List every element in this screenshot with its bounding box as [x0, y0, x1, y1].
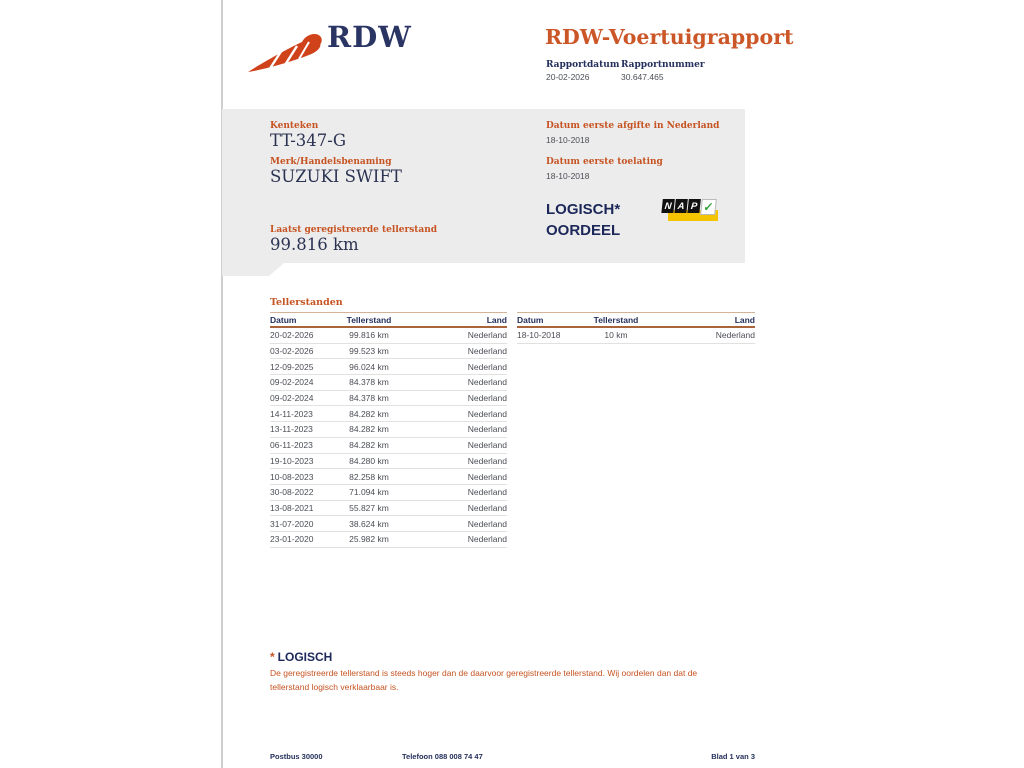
report-title: RDW-Voertuigrapport: [545, 25, 794, 49]
table-row: [270, 359, 507, 375]
col-tellerstand: Tellerstand: [593, 314, 639, 325]
col-datum: Datum: [270, 314, 297, 325]
table-row: [270, 375, 507, 391]
cell-land: Nederland: [467, 408, 507, 419]
laatste-tellerstand-value: 99.816 km: [270, 235, 359, 254]
table-row: [270, 516, 507, 532]
nap-logo-icon: [662, 199, 720, 224]
cell-tellerstand: 84.282 km: [349, 440, 389, 451]
cell-datum: 31-07-2020: [270, 518, 314, 529]
merk-label: Merk/Handelsbenaming: [270, 157, 392, 167]
cell-datum: 03-02-2026: [270, 346, 314, 357]
nap-letter-p: P: [687, 199, 700, 213]
cell-land: Nederland: [467, 534, 507, 545]
cell-tellerstand: 84.378 km: [349, 377, 389, 388]
cell-datum: 09-02-2024: [270, 377, 314, 388]
cell-land: Nederland: [467, 455, 507, 466]
cell-datum: 14-11-2023: [270, 408, 313, 419]
cell-tellerstand: 55.827 km: [349, 502, 389, 513]
table-row: [270, 532, 507, 548]
footnote-title-text: LOGISCH: [277, 650, 333, 664]
cell-datum: 19-10-2023: [270, 455, 314, 466]
laatste-tellerstand-label: Laatst geregistreerde tellerstand: [270, 225, 438, 235]
oordeel-line2: OORDEEL: [546, 222, 621, 239]
cell-land: Nederland: [467, 502, 507, 513]
table-header: [517, 312, 755, 328]
cell-land: Nederland: [467, 330, 507, 341]
tellerstanden-heading: Tellerstanden: [270, 297, 343, 308]
cell-land: Nederland: [467, 487, 507, 498]
cell-datum: 23-01-2020: [270, 534, 314, 545]
cell-tellerstand: 71.094 km: [349, 487, 389, 498]
cell-tellerstand: 84.378 km: [349, 393, 389, 404]
table-row: [270, 454, 507, 470]
rapportdatum-label: Rapportdatum: [546, 60, 620, 70]
table-row: [270, 438, 507, 454]
col-land: Land: [734, 314, 755, 325]
table-row: [517, 328, 755, 344]
cell-land: Nederland: [467, 393, 507, 404]
cell-tellerstand: 10 km: [604, 330, 628, 341]
table-row: [270, 391, 507, 407]
cell-datum: 13-08-2021: [270, 502, 314, 513]
toelating-value: 18-10-2018: [546, 171, 590, 181]
cell-land: Nederland: [467, 471, 507, 482]
cell-land: Nederland: [467, 361, 507, 372]
rapportdatum-value: 20-02-2026: [546, 72, 590, 82]
footnote-asterisk: *: [270, 650, 275, 664]
cell-tellerstand: 84.282 km: [349, 424, 389, 435]
cell-datum: 20-02-2026: [270, 330, 314, 341]
rdw-logo-text: RDW: [327, 20, 412, 54]
col-land: Land: [486, 314, 507, 325]
cell-land: Nederland: [467, 424, 507, 435]
cell-tellerstand: 84.282 km: [349, 408, 389, 419]
cell-datum: 13-11-2023: [270, 424, 313, 435]
cell-datum: 18-10-2018: [517, 330, 561, 341]
kenteken-label: Kenteken: [270, 121, 319, 131]
cell-tellerstand: 25.982 km: [349, 534, 389, 545]
cell-tellerstand: 99.523 km: [349, 346, 389, 357]
cell-tellerstand: 96.024 km: [349, 361, 389, 372]
cell-tellerstand: 38.624 km: [349, 518, 389, 529]
footer-postbus: Postbus 30000: [270, 752, 323, 761]
cell-land: Nederland: [467, 377, 507, 388]
tellerstanden-table-right: [517, 312, 755, 344]
cell-land: Nederland: [467, 518, 507, 529]
footer-page-indicator: Blad 1 van 3: [711, 752, 755, 761]
col-tellerstand: Tellerstand: [346, 314, 392, 325]
nap-letter-n: N: [661, 199, 674, 213]
rapportnummer-value: 30.647.465: [621, 72, 664, 82]
table-row: [270, 328, 507, 344]
afgifte-value: 18-10-2018: [546, 135, 590, 145]
table-row: [270, 485, 507, 501]
rdw-wing-logo-icon: [247, 30, 323, 74]
kenteken-value: TT-347-G: [270, 131, 347, 150]
cell-tellerstand: 99.816 km: [349, 330, 389, 341]
nap-letter-a: A: [674, 199, 687, 213]
vehicle-summary-panel-tab: [222, 263, 284, 276]
nap-checkmark-icon: ✓: [700, 199, 717, 215]
table-row: [270, 422, 507, 438]
tellerstanden-table-left: [270, 312, 507, 548]
afgifte-label: Datum eerste afgifte in Nederland: [546, 121, 720, 131]
cell-datum: 30-08-2022: [270, 487, 314, 498]
footnote-title: [270, 650, 332, 664]
oordeel-status: [546, 199, 620, 241]
cell-datum: 09-02-2024: [270, 393, 314, 404]
footer-telefoon: Telefoon 088 008 74 47: [402, 752, 483, 761]
rapportnummer-label: Rapportnummer: [621, 60, 705, 70]
merk-value: SUZUKI SWIFT: [270, 167, 402, 186]
col-datum: Datum: [517, 314, 544, 325]
table-row: [270, 344, 507, 360]
oordeel-line1: LOGISCH*: [546, 201, 621, 218]
cell-datum: 12-09-2025: [270, 361, 314, 372]
cell-land: Nederland: [467, 440, 507, 451]
cell-datum: 06-11-2023: [270, 440, 313, 451]
cell-land: Nederland: [467, 346, 507, 357]
toelating-label: Datum eerste toelating: [546, 157, 663, 167]
cell-tellerstand: 82.258 km: [349, 471, 389, 482]
footnote-text: De geregistreerde tellerstand is steeds hoger dan de daarvoor geregistreerde tellerstand. Wij oordelen dan dat de tellerstand logisch verklaarbaar is.: [270, 668, 698, 692]
cell-datum: 10-08-2023: [270, 471, 314, 482]
table-row: [270, 406, 507, 422]
cell-land: Nederland: [715, 330, 755, 341]
table-header: [270, 312, 507, 328]
table-row: [270, 501, 507, 517]
table-row: [270, 469, 507, 485]
cell-tellerstand: 84.280 km: [349, 455, 389, 466]
